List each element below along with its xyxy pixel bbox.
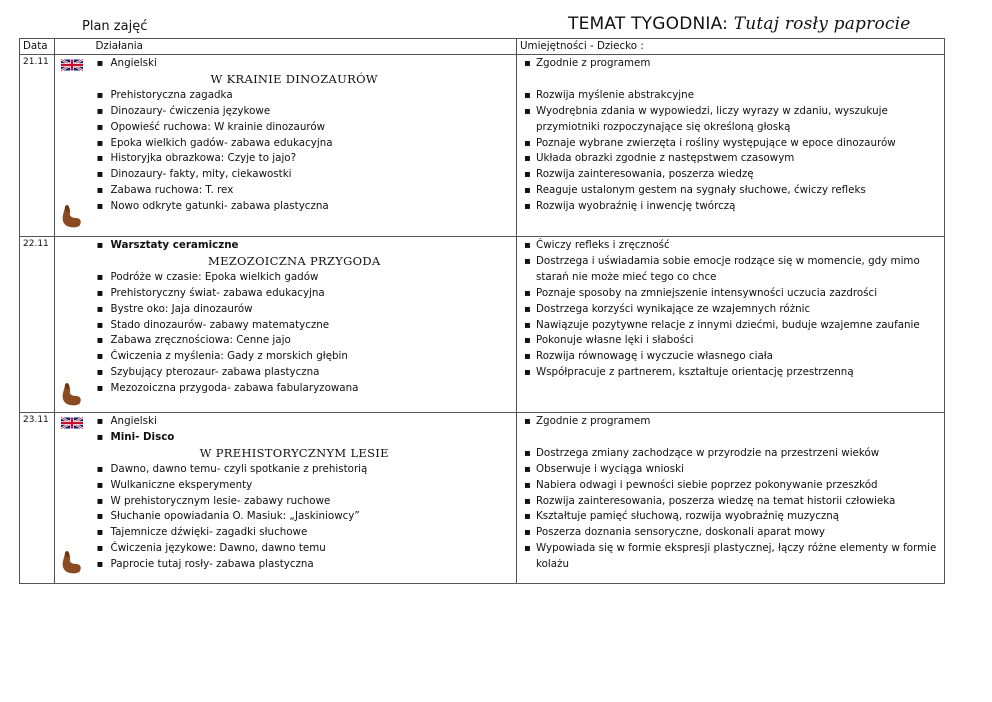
icon-cell — [55, 55, 93, 237]
icon-cell — [55, 413, 93, 584]
day-subtitle: W PREHISTORYCZNYM LESIE — [199, 445, 389, 460]
list-item: ▪ Paprocie tutaj rosły- zabawa plastyczna — [93, 557, 517, 573]
list-item: ▪ Ćwiczenia z myślenia: Gady z morskich głębin — [93, 349, 517, 365]
uk-flag-icon — [61, 59, 83, 71]
list-item: ▪ Tajemnicze dźwięki- zagadki słuchowe — [93, 525, 517, 541]
week-theme — [568, 14, 911, 34]
day-subtitle: W KRAINIE DINOZAURÓW — [210, 71, 378, 86]
lesson-plan-table — [19, 38, 945, 584]
date-cell: 22.11 — [20, 237, 55, 413]
table-row — [20, 55, 945, 237]
list-item: ▪ Mini- Disco — [93, 430, 517, 446]
list-item: ▪ Wypowiada się w formie ekspresji plastycznej, łączy różne elementy w formie kolażu — [522, 541, 938, 573]
list-item: ▪ Poznaje wybrane zwierzęta i rośliny występujące w epoce dinozaurów — [522, 136, 938, 152]
list-item: ▪ Zabawa ruchowa: T. rex — [93, 183, 517, 199]
dinosaur-footprint-icon — [61, 381, 83, 407]
list-item: ▪ Zabawa zręcznościowa: Cenne jajo — [93, 333, 517, 349]
list-item: ▪ Dinozaury- fakty, mity, ciekawostki — [93, 167, 517, 183]
list-spacer — [522, 72, 938, 88]
skills-cell — [517, 413, 945, 584]
activity-list-top — [93, 414, 517, 446]
list-item: ▪ Pokonuje własne lęki i słabości — [522, 333, 938, 349]
list-item: ▪ Dostrzega i uświadamia sobie emocje rodzące się w momencie, gdy mimo starań nie może mieć tego co chce — [522, 254, 938, 286]
list-item: ▪ Epoka wielkich gadów- zabawa edukacyjna — [93, 136, 517, 152]
list-item: ▪ Rozwija równowagę i wyczucie własnego ciała — [522, 349, 938, 365]
day-subtitle: MEZOZOICZNA PRZYGODA — [208, 253, 381, 268]
theme-title: Tutaj rosły paprocie — [733, 14, 911, 34]
list-item: ▪ Historyjka obrazkowa: Czyje to jajo? — [93, 151, 517, 167]
dinosaur-footprint-icon — [61, 549, 83, 575]
list-item: ▪ Dawno, dawno temu- czyli spotkanie z prehistorią — [93, 462, 517, 478]
list-item: ▪ Dostrzega korzyści wynikające ze wzajemnych różnic — [522, 302, 938, 318]
list-item: ▪ Układa obrazki zgodnie z następstwem czasowym — [522, 151, 938, 167]
list-item: ▪ Bystre oko: Jaja dinozaurów — [93, 302, 517, 318]
list-item: ▪ Warsztaty ceramiczne — [93, 238, 517, 254]
activity-list-top — [93, 56, 517, 72]
list-item: ▪ Podróże w czasie: Epoka wielkich gadów — [93, 270, 517, 286]
uk-flag-icon — [61, 417, 83, 429]
list-item: ▪ Angielski — [93, 414, 517, 430]
activity-list — [93, 462, 517, 573]
list-item: ▪ Współpracuje z partnerem, kształtuje orientację przestrzenną — [522, 365, 938, 381]
column-header-date: Data — [20, 39, 55, 55]
table-header-row — [20, 39, 945, 55]
list-item: ▪ Nowo odkryte gatunki- zabawa plastyczna — [93, 199, 517, 215]
list-item: ▪ Poszerza doznania sensoryczne, doskonali aparat mowy — [522, 525, 938, 541]
table-row — [20, 237, 945, 413]
list-item: ▪ Rozwija zainteresowania, poszerza wiedzę na temat historii człowieka — [522, 494, 938, 510]
list-item: ▪ Reaguje ustalonym gestem na sygnały słuchowe, ćwiczy refleks — [522, 183, 938, 199]
list-item: ▪ Kształtuje pamięć słuchową, rozwija wyobraźnię muzyczną — [522, 509, 938, 525]
list-item: ▪ Nabiera odwagi i pewności siebie poprzez pokonywanie przeszkód — [522, 478, 938, 494]
list-item: ▪ Dinozaury- ćwiczenia językowe — [93, 104, 517, 120]
theme-label: TEMAT TYGODNIA: — [568, 14, 729, 34]
list-item: ▪ Poznaje sposoby na zmniejszenie intensywności uczucia zazdrości — [522, 286, 938, 302]
list-item: ▪ Rozwija myślenie abstrakcyjne — [522, 88, 938, 104]
skills-list — [522, 56, 938, 215]
list-item: ▪ Dostrzega zmiany zachodzące w przyrodzie na przestrzeni wieków — [522, 446, 938, 462]
list-item: ▪ Obserwuje i wyciąga wnioski — [522, 462, 938, 478]
list-item: ▪ Prehistoryczna zagadka — [93, 88, 517, 104]
activity-list — [93, 88, 517, 215]
list-item: ▪ Rozwija zainteresowania, poszerza wiedzę — [522, 167, 938, 183]
list-item: ▪ Zgodnie z programem — [522, 414, 938, 430]
icon-cell — [55, 237, 93, 413]
skills-cell — [517, 237, 945, 413]
list-item: ▪ Ćwiczy refleks i zręczność — [522, 238, 938, 254]
list-item: ▪ Mezozoiczna przygoda- zabawa fabularyzowana — [93, 381, 517, 397]
skills-list — [522, 238, 938, 381]
dinosaur-footprint-icon — [61, 203, 83, 229]
activity-list — [93, 270, 517, 397]
list-item: ▪ Zgodnie z programem — [522, 56, 938, 72]
list-item: ▪ Prehistoryczny świat- zabawa edukacyjna — [93, 286, 517, 302]
list-item: ▪ W prehistorycznym lesie- zabawy ruchowe — [93, 494, 517, 510]
date-cell: 23.11 — [20, 413, 55, 584]
activities-cell — [93, 413, 517, 584]
list-item: ▪ Angielski — [93, 56, 517, 72]
list-item: ▪ Rozwija wyobraźnię i inwencję twórczą — [522, 199, 938, 215]
list-spacer — [522, 430, 938, 446]
skills-cell — [517, 55, 945, 237]
list-item: ▪ Opowieść ruchowa: W krainie dinozaurów — [93, 120, 517, 136]
activities-cell — [93, 55, 517, 237]
list-item: ▪ Wyodrębnia zdania w wypowiedzi, liczy wyrazy w zdaniu, wyszukuje przymiotniki rozpoczynające się określoną głoską — [522, 104, 938, 136]
skills-list — [522, 414, 938, 573]
date-cell: 21.11 — [20, 55, 55, 237]
list-item: ▪ Szybujący pterozaur- zabawa plastyczna — [93, 365, 517, 381]
column-header-skills: Umiejętności - Dziecko : — [517, 39, 945, 55]
list-item: ▪ Słuchanie opowiadania O. Masiuk: „Jaskiniowcy” — [93, 509, 517, 525]
activity-list-top — [93, 238, 517, 254]
plan-label: Plan zajęć — [82, 19, 148, 34]
list-item: ▪ Stado dinozaurów- zabawy matematyczne — [93, 318, 517, 334]
activities-cell — [93, 237, 517, 413]
column-header-icons — [55, 39, 93, 55]
list-item: ▪ Wulkaniczne eksperymenty — [93, 478, 517, 494]
list-item: ▪ Nawiązuje pozytywne relacje z innymi dziećmi, buduje wzajemne zaufanie — [522, 318, 938, 334]
list-item: ▪ Ćwiczenia językowe: Dawno, dawno temu — [93, 541, 517, 557]
column-header-activities: Działania — [93, 39, 517, 55]
table-row — [20, 413, 945, 584]
